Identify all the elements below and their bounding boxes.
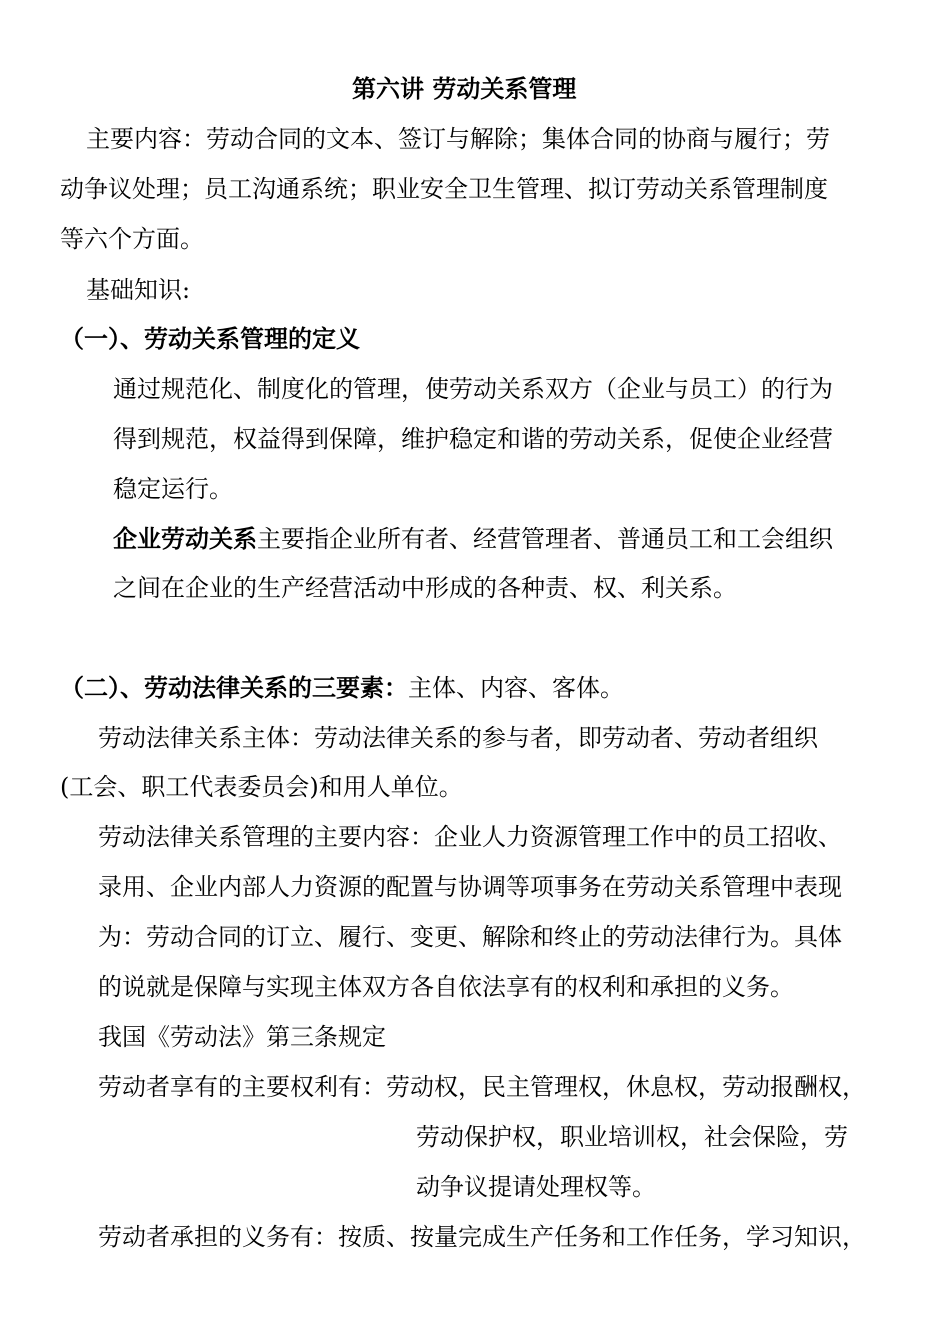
- section1-para2-line-1: [113, 524, 833, 554]
- section2-heading: [60, 673, 624, 703]
- rights-line-2: 劳动保护权，职业培训权，社会保险，劳: [416, 1123, 848, 1151]
- section2-heading-rest: 主体、内容、客体。: [408, 674, 624, 702]
- management-line-3: 为：劳动合同的订立、履行、变更、解除和终止的劳动法律行为。具体: [98, 923, 842, 951]
- management-line-4: 的说就是保障与实现主体双方各自依法享有的权利和承担的义务。: [98, 973, 794, 1001]
- management-line-1: 劳动法律关系管理的主要内容：企业人力资源管理工作中的员工招收、: [98, 823, 842, 851]
- law-reference: 我国《劳动法》第三条规定: [98, 1023, 386, 1051]
- section1-para1-line-3: 稳定运行。: [113, 475, 233, 503]
- section1-para2-line-2: 之间在企业的生产经营活动中形成的各种责、权、利关系。: [113, 574, 737, 602]
- rights-line-3: 动争议提请处理权等。: [416, 1173, 656, 1201]
- section1-heading: （一）、劳动关系管理的定义: [60, 325, 360, 353]
- management-line-2: 录用、企业内部人力资源的配置与协调等项事务在劳动关系管理中表现: [98, 873, 842, 901]
- duties-line-1: 劳动者承担的义务有：按质、按量完成生产任务和工作任务，学习知识，: [98, 1223, 866, 1251]
- page-title: 第六讲 劳动关系管理: [352, 75, 577, 103]
- section1-para1-line-2: 得到规范，权益得到保障，维护稳定和谐的劳动关系，促使企业经营: [113, 425, 833, 453]
- enterprise-labor-relation-term: 企业劳动关系: [113, 525, 257, 553]
- intro-line-1: 主要内容：劳动合同的文本、签订与解除；集体合同的协商与履行；劳: [86, 125, 830, 153]
- section2-heading-bold: （二）、劳动法律关系的三要素：: [60, 674, 408, 702]
- section1-para2-rest: 主要指企业所有者、经营管理者、普通员工和工会组织: [257, 525, 833, 553]
- subject-line-2: (工会、职工代表委员会)和用人单位。: [60, 773, 463, 801]
- subject-line-1: 劳动法律关系主体：劳动法律关系的参与者，即劳动者、劳动者组织: [98, 724, 818, 752]
- rights-line-1: 劳动者享有的主要权利有：劳动权，民主管理权，休息权，劳动报酬权，: [98, 1073, 866, 1101]
- intro-line-2: 动争议处理；员工沟通系统；职业安全卫生管理、拟订劳动关系管理制度: [60, 175, 828, 203]
- section1-para1-line-1: 通过规范化、制度化的管理，使劳动关系双方（企业与员工）的行为: [113, 375, 833, 403]
- basics-label: 基础知识:: [86, 276, 191, 304]
- intro-line-3: 等六个方面。: [60, 225, 204, 253]
